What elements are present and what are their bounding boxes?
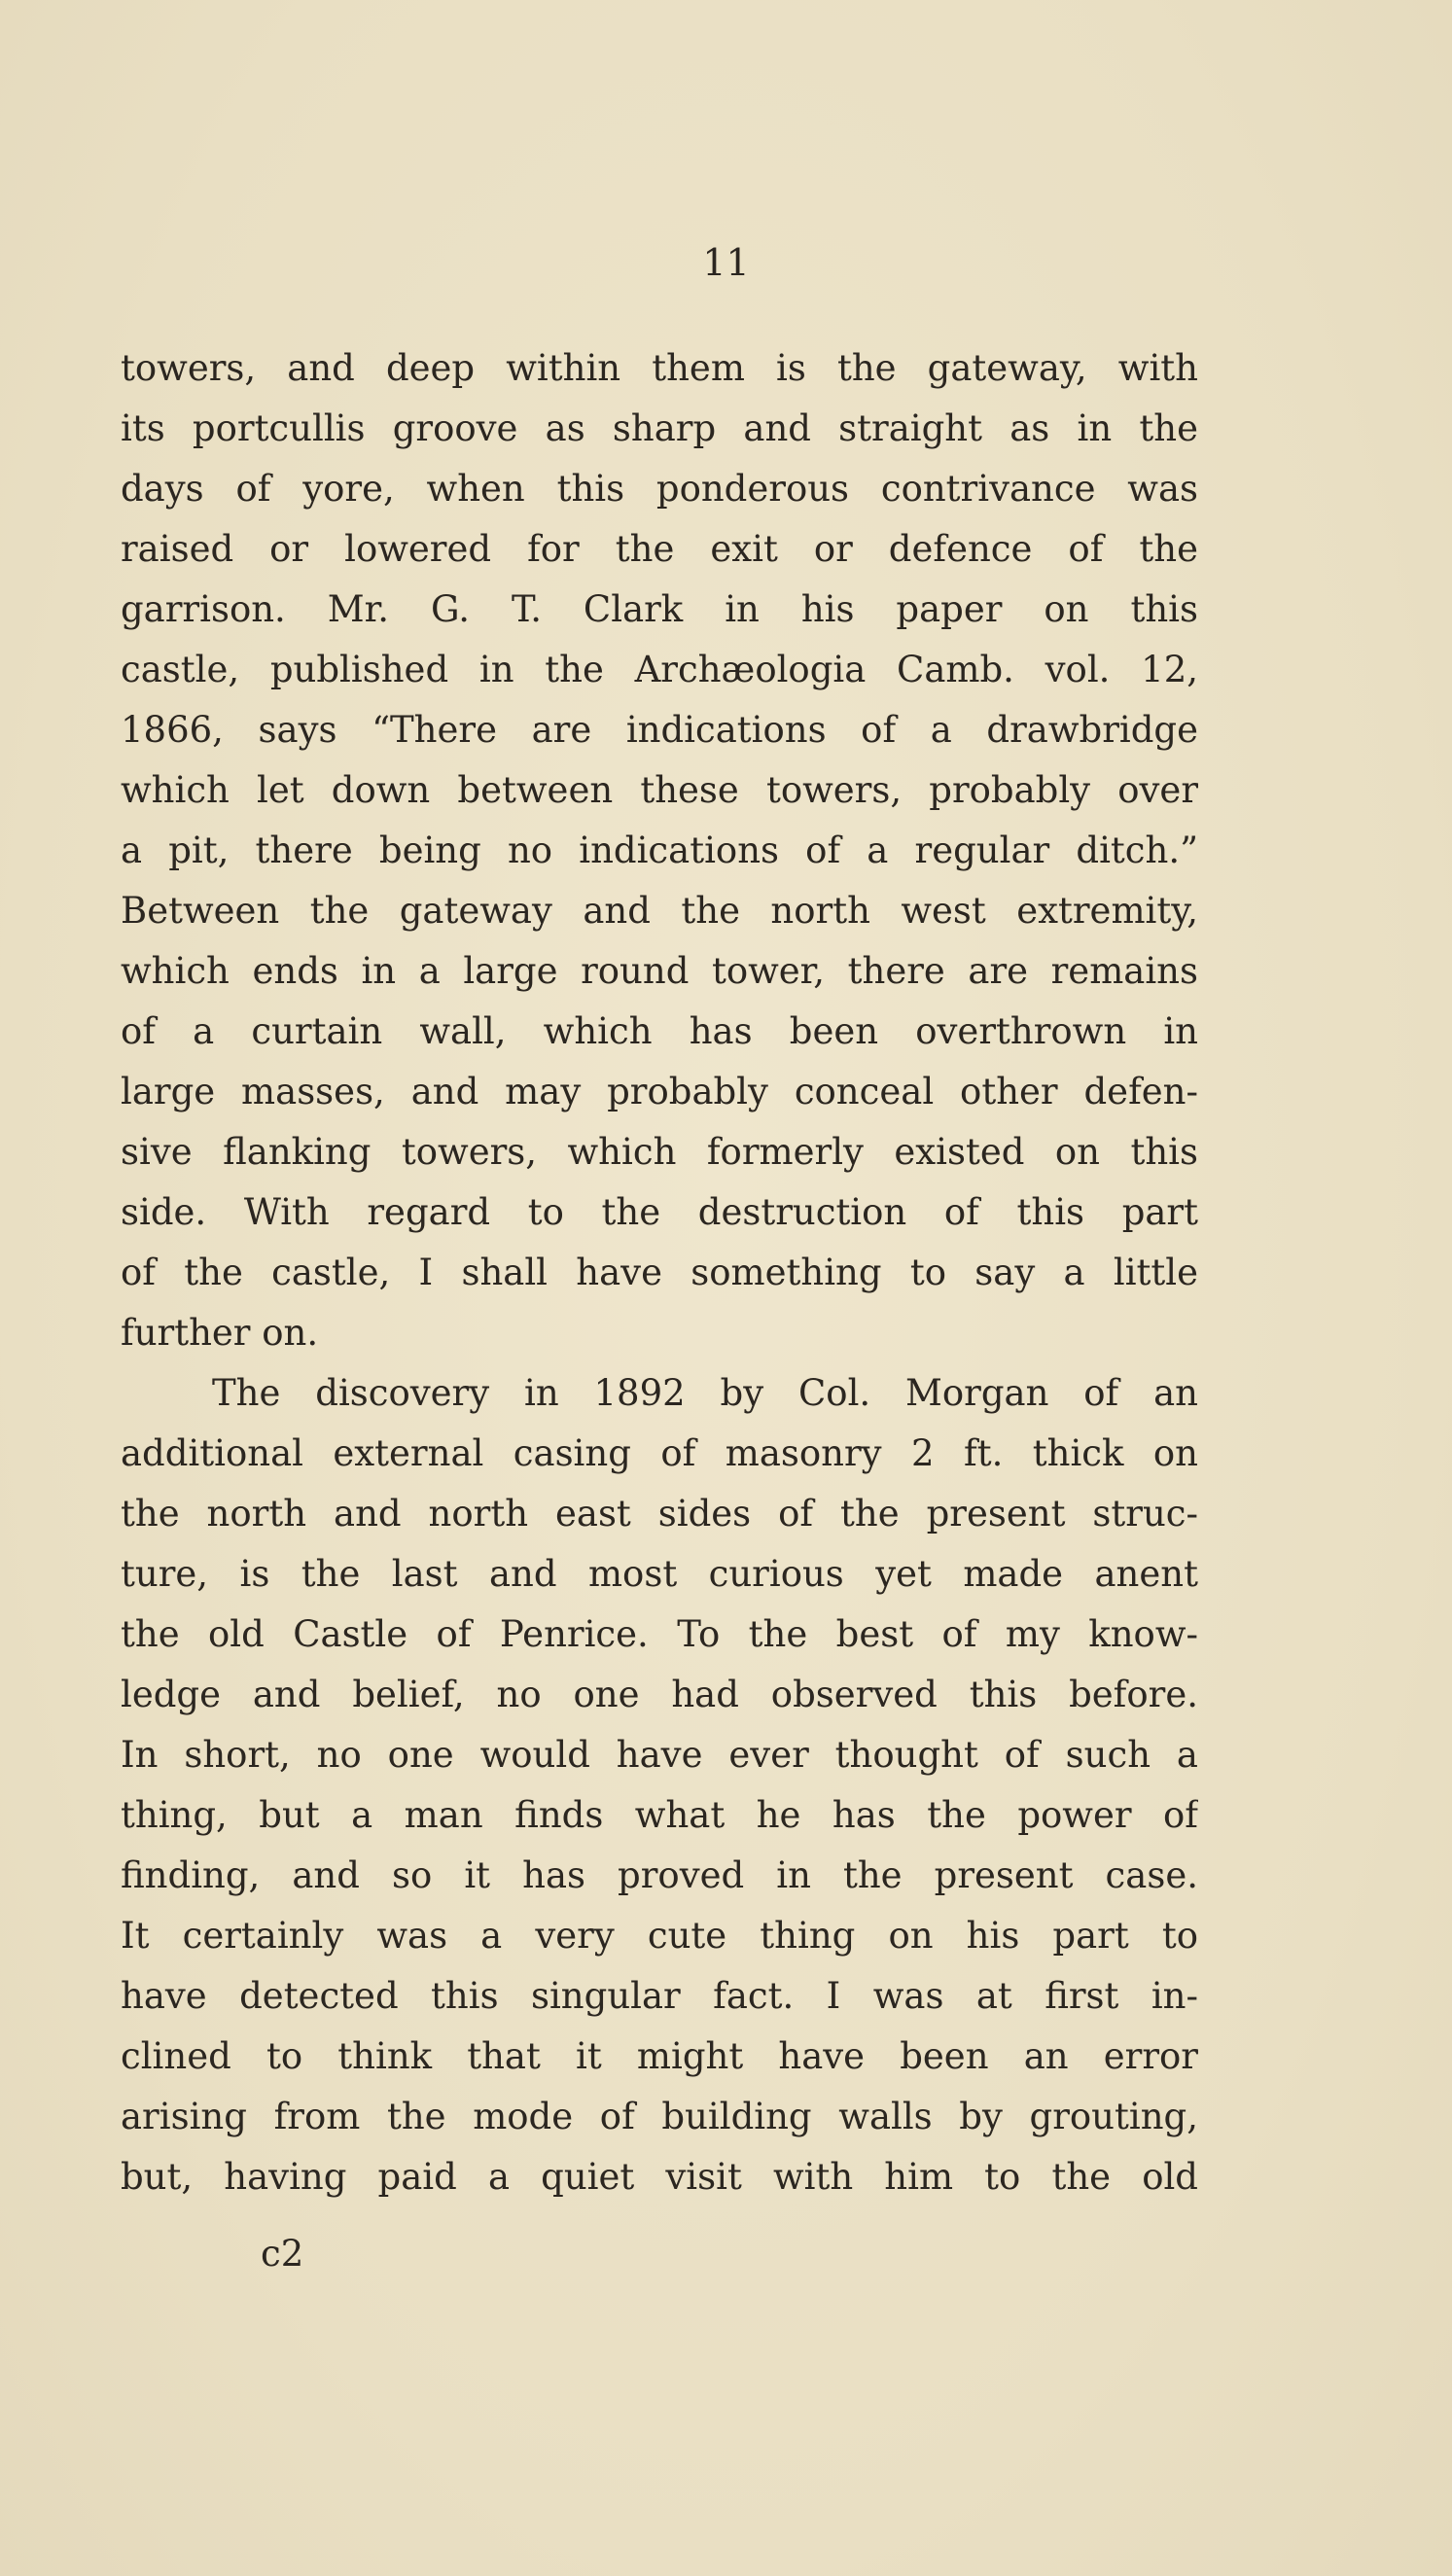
text-line: which let down between these towers, probably over — [121, 769, 1198, 811]
text-line: castle, published in the Archæologia Camb. vol. 12, — [121, 649, 1198, 690]
text-line: clined to think that it might have been an error — [121, 2035, 1198, 2077]
body-text — [121, 338, 1198, 2207]
text-line: towers, and deep within them is the gateway, with — [121, 347, 1198, 389]
text-line: side. With regard to the destruction of this part — [121, 1191, 1198, 1233]
text-line: ture, is the last and most curious yet made anent — [121, 1553, 1198, 1595]
text-line: Between the gateway and the north west extremity, — [121, 890, 1198, 932]
text-line: of a curtain wall, which has been overthrown in — [121, 1010, 1198, 1052]
text-line: raised or lowered for the exit or defence of the — [121, 528, 1198, 570]
text-line: but, having paid a quiet visit with him to the old — [121, 2156, 1198, 2198]
text-line: It certainly was a very cute thing on his part to — [121, 1915, 1198, 1957]
text-line: its portcullis groove as sharp and straight as in the — [121, 407, 1198, 449]
page-number: 11 — [702, 241, 750, 284]
text-line: garrison. Mr. G. T. Clark in his paper on this — [121, 588, 1198, 630]
text-line: the old Castle of Penrice. To the best of my know- — [121, 1613, 1198, 1655]
text-line: The discovery in 1892 by Col. Morgan of an — [212, 1372, 1198, 1414]
text-line: additional external casing of masonry 2 ft. thick on — [121, 1432, 1198, 1474]
text-line: the north and north east sides of the present struc- — [121, 1493, 1198, 1535]
text-line: further on. — [121, 1312, 319, 1354]
text-line: arising from the mode of building walls by grouting, — [121, 2096, 1198, 2137]
text-line: finding, and so it has proved in the present case. — [121, 1854, 1198, 1896]
text-line: have detected this singular fact. I was at first in- — [121, 1975, 1198, 2017]
text-line: a pit, there being no indications of a regular ditch.” — [121, 829, 1198, 871]
text-line: ledge and belief, no one had observed this before. — [121, 1674, 1198, 1715]
text-line: days of yore, when this ponderous contrivance was — [121, 468, 1198, 510]
signature-mark: c2 — [261, 2233, 304, 2275]
text-line: which ends in a large round tower, there are remains — [121, 950, 1198, 992]
text-line: In short, no one would have ever thought of such a — [121, 1734, 1198, 1776]
text-line: of the castle, I shall have something to say a little — [121, 1252, 1198, 1293]
text-line: sive flanking towers, which formerly existed on this — [121, 1131, 1198, 1173]
text-line: large masses, and may probably conceal other defen- — [121, 1071, 1198, 1112]
text-line: 1866, says “There are indications of a drawbridge — [121, 709, 1198, 751]
text-line: thing, but a man finds what he has the power of — [121, 1794, 1198, 1836]
